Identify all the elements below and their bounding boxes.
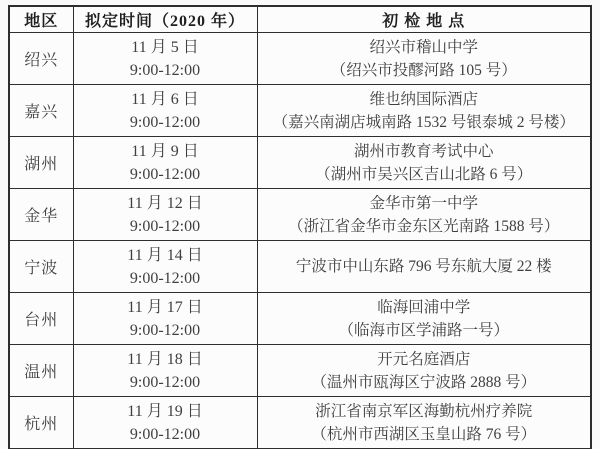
- hours-text: 9:00-12:00: [129, 217, 201, 235]
- location-name-text: 开元名庭酒店: [377, 350, 471, 368]
- location-address-text: （杭州市西湖区玉皇山路 76 号）: [311, 425, 537, 443]
- table-row: [9, 241, 591, 293]
- time-cell: [73, 397, 257, 449]
- table-row: [9, 345, 591, 397]
- location-address-text: （湖州市吴兴区吉山北路 6 号）: [315, 165, 533, 183]
- location-name-text: 绍兴市稽山中学: [369, 38, 478, 56]
- region-cell: 嘉兴: [9, 85, 73, 137]
- hours-text: 9:00-12:00: [129, 61, 201, 79]
- column-header-region: 地区: [9, 6, 73, 33]
- hours-text: 9:00-12:00: [129, 165, 201, 183]
- table-row: [9, 397, 591, 449]
- column-header-inspection-location: 初 检 地 点: [257, 6, 591, 33]
- location-name-text: 金华市第一中学: [369, 194, 478, 212]
- time-cell: [73, 293, 257, 345]
- date-text: 11 月 19 日: [127, 402, 203, 420]
- location-name-text: 宁波市中山东路 796 号东航大厦 22 楼: [295, 258, 552, 275]
- region-cell: 宁波: [9, 241, 73, 293]
- header-row: [9, 6, 591, 33]
- table-header: [9, 6, 591, 33]
- hours-text: 9:00-12:00: [129, 321, 201, 339]
- location-address-text: （绍兴市投醪河路 105 号）: [330, 61, 517, 79]
- location-cell: [257, 293, 591, 345]
- location-address-text: （浙江省金华市金东区光南路 1588 号）: [288, 217, 560, 235]
- region-cell: 台州: [9, 293, 73, 345]
- time-cell: [73, 241, 257, 293]
- location-cell: [257, 397, 591, 449]
- table-row: [9, 189, 591, 241]
- region-cell: 湖州: [9, 137, 73, 189]
- region-cell: 金华: [9, 189, 73, 241]
- hours-text: 9:00-12:00: [129, 269, 201, 287]
- location-name-text: 浙江省南京军区海勤杭州疗养院: [315, 402, 533, 420]
- date-text: 11 月 12 日: [127, 194, 203, 212]
- location-address-text: （温州市瓯海区宁波路 2888 号）: [311, 373, 537, 391]
- table-row: [9, 293, 591, 345]
- time-cell: [73, 189, 257, 241]
- table-row: [9, 33, 591, 85]
- location-cell: [257, 345, 591, 397]
- time-cell: [73, 33, 257, 85]
- date-text: 11 月 9 日: [131, 142, 199, 160]
- location-cell: [257, 33, 591, 85]
- region-cell: 绍兴: [9, 33, 73, 85]
- location-cell: [257, 241, 591, 293]
- hours-text: 9:00-12:00: [129, 425, 201, 443]
- hours-text: 9:00-12:00: [129, 373, 201, 391]
- table-row: [9, 85, 591, 137]
- location-name-text: 维也纳国际酒店: [369, 90, 478, 108]
- table-row: [9, 137, 591, 189]
- date-text: 11 月 18 日: [127, 350, 203, 368]
- location-address-text: （临海市区学浦路一号）: [338, 321, 509, 339]
- location-cell: [257, 85, 591, 137]
- column-header-planned-time: 拟定时间（2020 年）: [73, 6, 257, 33]
- location-cell: [257, 189, 591, 241]
- inspection-schedule-table: [8, 5, 592, 449]
- table-body: [9, 33, 591, 449]
- date-text: 11 月 14 日: [127, 246, 203, 264]
- date-text: 11 月 17 日: [127, 298, 203, 316]
- date-text: 11 月 6 日: [131, 90, 199, 108]
- location-name-text: 临海回浦中学: [377, 298, 471, 316]
- date-text: 11 月 5 日: [131, 38, 199, 56]
- location-name-text: 湖州市教育考试中心: [353, 142, 494, 160]
- region-cell: 温州: [9, 345, 73, 397]
- location-cell: [257, 137, 591, 189]
- location-address-text: （嘉兴南湖店城南路 1532 号银泰城 2 号楼）: [272, 113, 575, 131]
- time-cell: [73, 85, 257, 137]
- time-cell: [73, 345, 257, 397]
- region-cell: 杭州: [9, 397, 73, 449]
- hours-text: 9:00-12:00: [129, 113, 201, 131]
- time-cell: [73, 137, 257, 189]
